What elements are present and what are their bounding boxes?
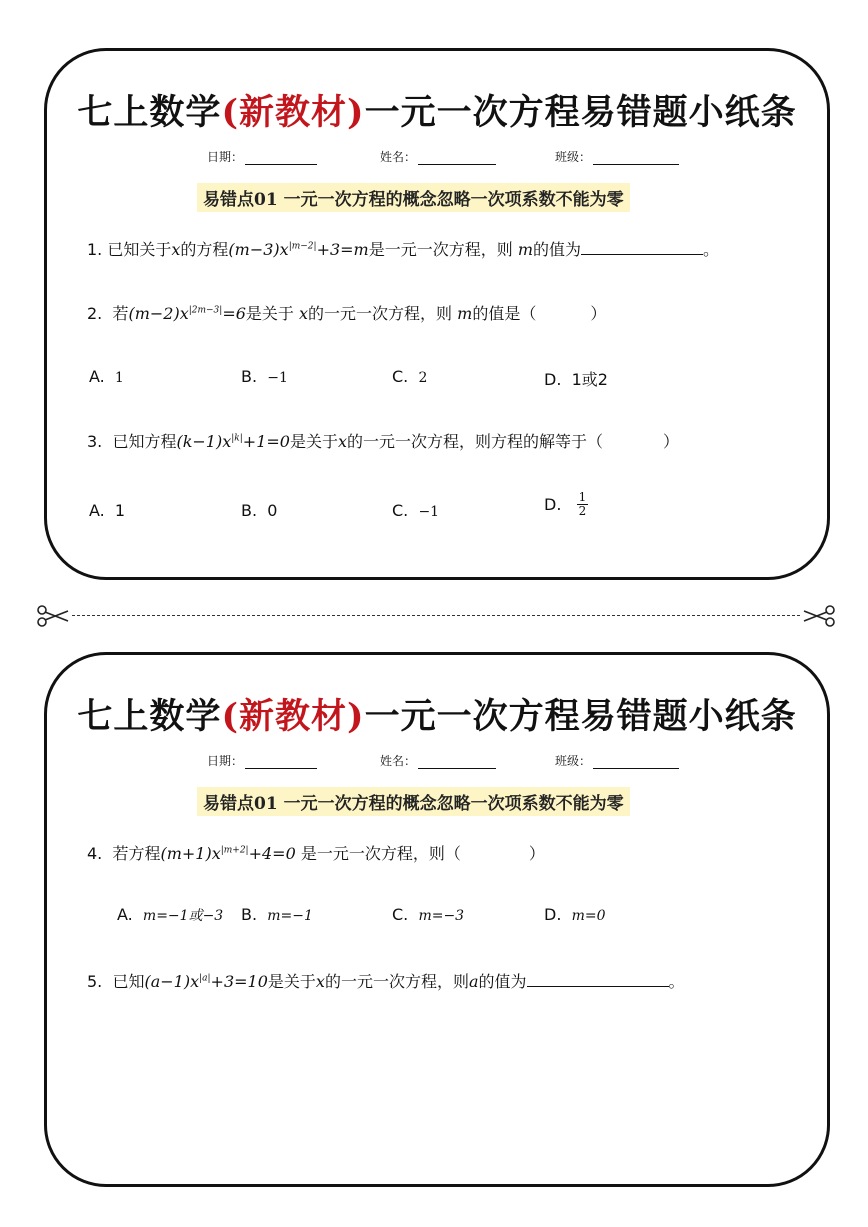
option-value: m=0 xyxy=(571,908,606,924)
option-value: 1或2 xyxy=(571,370,608,389)
exponent: |a| xyxy=(199,973,211,984)
question-number: 1. xyxy=(87,240,103,259)
option-label: C. xyxy=(392,501,409,520)
exponent: |2m−3| xyxy=(188,305,223,316)
option-value: 0 xyxy=(267,501,278,520)
question-3 xyxy=(87,429,679,452)
question-text: 是一元一次方程，则 xyxy=(368,240,513,259)
card-title xyxy=(47,85,827,135)
fraction xyxy=(577,491,589,518)
option-label: A. xyxy=(89,501,105,520)
name-field[interactable] xyxy=(380,148,496,165)
option-label: B. xyxy=(241,905,258,924)
question-text: 的方程 xyxy=(180,240,229,259)
equation: (m−3)x xyxy=(228,240,289,259)
question-1 xyxy=(87,237,719,260)
question-end: 。 xyxy=(668,972,685,991)
question-text: 已知 xyxy=(112,972,145,991)
question-text: 是关于 xyxy=(289,432,338,451)
question-text: 的值是（ xyxy=(472,304,537,323)
option-a[interactable] xyxy=(117,905,223,925)
note-card-top xyxy=(44,48,830,580)
date-blank[interactable] xyxy=(245,756,317,769)
question-text: 是关于 xyxy=(267,972,316,991)
equation-rest: +1=0 xyxy=(242,432,290,451)
question-text: 的值为 xyxy=(533,240,582,259)
question-text: 的一元一次方程，则 xyxy=(324,972,469,991)
class-label: 班级： xyxy=(555,150,592,164)
option-value: −1 xyxy=(418,504,440,520)
option-b[interactable] xyxy=(241,905,313,924)
option-value: 1 xyxy=(114,370,124,386)
answer-blank[interactable] xyxy=(581,240,703,255)
exponent: |m+2| xyxy=(220,845,249,856)
class-field[interactable] xyxy=(555,752,679,769)
option-c[interactable] xyxy=(392,905,464,924)
dashed-divider xyxy=(72,615,800,616)
date-blank[interactable] xyxy=(245,152,317,165)
scissors-icon xyxy=(802,604,836,628)
option-value: 1 xyxy=(114,501,126,520)
option-value: m=−3 xyxy=(418,908,465,924)
question-4 xyxy=(87,841,545,864)
math-var: x xyxy=(315,972,325,991)
equation-rest: +4=0 xyxy=(248,844,296,863)
option-value: m=−1 xyxy=(267,908,313,924)
question-5 xyxy=(87,969,685,992)
question-number: 3. xyxy=(87,432,103,451)
option-value: 2 xyxy=(418,370,428,386)
title-highlight: (新教材) xyxy=(221,696,365,737)
question-text: 已知关于 xyxy=(107,240,172,259)
class-blank[interactable] xyxy=(593,152,679,165)
math-var: a xyxy=(468,972,479,991)
option-a[interactable] xyxy=(89,501,125,520)
title-text-rest: 一元一次方程易错题小纸条 xyxy=(364,696,797,737)
option-label: B. xyxy=(241,367,258,386)
option-d[interactable] xyxy=(544,491,588,518)
question-text: 若方程 xyxy=(112,844,161,863)
math-var: m xyxy=(517,240,534,259)
title-text: 七上数学 xyxy=(77,92,222,133)
equation: (m+1)x xyxy=(160,844,221,863)
option-b[interactable] xyxy=(241,367,288,386)
class-field[interactable] xyxy=(555,148,679,165)
title-text: 七上数学 xyxy=(77,696,222,737)
cut-line xyxy=(36,604,836,628)
question-text: 的值为 xyxy=(478,972,527,991)
equation-rest: +3=m xyxy=(316,240,369,259)
option-c[interactable] xyxy=(392,501,439,520)
paren-close: ） xyxy=(590,304,607,323)
equation-rest: =6 xyxy=(222,304,246,323)
date-label: 日期： xyxy=(207,754,244,768)
question-text: 是一元一次方程，则（ xyxy=(300,844,461,863)
option-value: m=−1或−3 xyxy=(142,908,224,924)
title-highlight: (新教材) xyxy=(221,92,365,133)
option-label: A. xyxy=(89,367,105,386)
option-label: C. xyxy=(392,905,409,924)
question-2 xyxy=(87,301,606,324)
name-blank[interactable] xyxy=(418,152,496,165)
option-label: A. xyxy=(117,905,133,924)
name-blank[interactable] xyxy=(418,756,496,769)
error-point-banner: 易错点01 一元一次方程的概念忽略一次项系数不能为零 xyxy=(197,787,630,816)
note-card-bottom xyxy=(44,652,830,1187)
student-info-row xyxy=(47,148,827,168)
option-value: −1 xyxy=(267,370,288,386)
option-d[interactable] xyxy=(544,367,608,390)
question-number: 4. xyxy=(87,844,103,863)
math-var: x xyxy=(337,432,347,451)
question-text: 若 xyxy=(112,304,129,323)
question-text: 的一元一次方程，则方程的解等于（ xyxy=(347,432,604,451)
class-blank[interactable] xyxy=(593,756,679,769)
question-text: 是关于 xyxy=(245,304,294,323)
fraction-denominator: 2 xyxy=(578,504,587,518)
equation: (m−2)x xyxy=(128,304,189,323)
date-field[interactable] xyxy=(207,148,317,165)
option-d[interactable] xyxy=(544,905,606,924)
title-text-rest: 一元一次方程易错题小纸条 xyxy=(364,92,797,133)
date-label: 日期： xyxy=(207,150,244,164)
option-label: B. xyxy=(241,501,258,520)
name-label: 姓名： xyxy=(380,150,417,164)
exponent: |k| xyxy=(231,433,243,444)
option-label: D. xyxy=(544,905,562,924)
option-b[interactable] xyxy=(241,501,277,520)
equation-rest: +3=10 xyxy=(210,972,268,991)
option-label: D. xyxy=(544,495,562,514)
date-field[interactable] xyxy=(207,752,317,769)
question-end: 。 xyxy=(703,240,720,259)
equation: (k−1)x xyxy=(176,432,232,451)
name-field[interactable] xyxy=(380,752,496,769)
name-label: 姓名： xyxy=(380,754,417,768)
math-var: x xyxy=(171,240,181,259)
question-text: 的一元一次方程，则 xyxy=(308,304,453,323)
paren-close: ） xyxy=(663,432,680,451)
question-number: 2. xyxy=(87,304,103,323)
question-text: 已知方程 xyxy=(112,432,177,451)
class-label: 班级： xyxy=(555,754,592,768)
question-number: 5. xyxy=(87,972,103,991)
math-var: m xyxy=(457,304,473,323)
exponent: |m−2| xyxy=(288,241,317,252)
error-point-banner: 易错点01 一元一次方程的概念忽略一次项系数不能为零 xyxy=(197,183,630,212)
math-var: x xyxy=(299,304,309,323)
card-title xyxy=(47,689,827,739)
equation: (a−1)x xyxy=(144,972,200,991)
paren-close: ） xyxy=(528,844,545,863)
option-label: D. xyxy=(544,370,562,389)
option-label: C. xyxy=(392,367,409,386)
fraction-numerator: 1 xyxy=(578,490,587,504)
option-c[interactable] xyxy=(392,367,427,386)
scissors-icon xyxy=(36,604,70,628)
option-a[interactable] xyxy=(89,367,124,386)
student-info-row xyxy=(47,752,827,772)
answer-blank[interactable] xyxy=(527,972,669,987)
